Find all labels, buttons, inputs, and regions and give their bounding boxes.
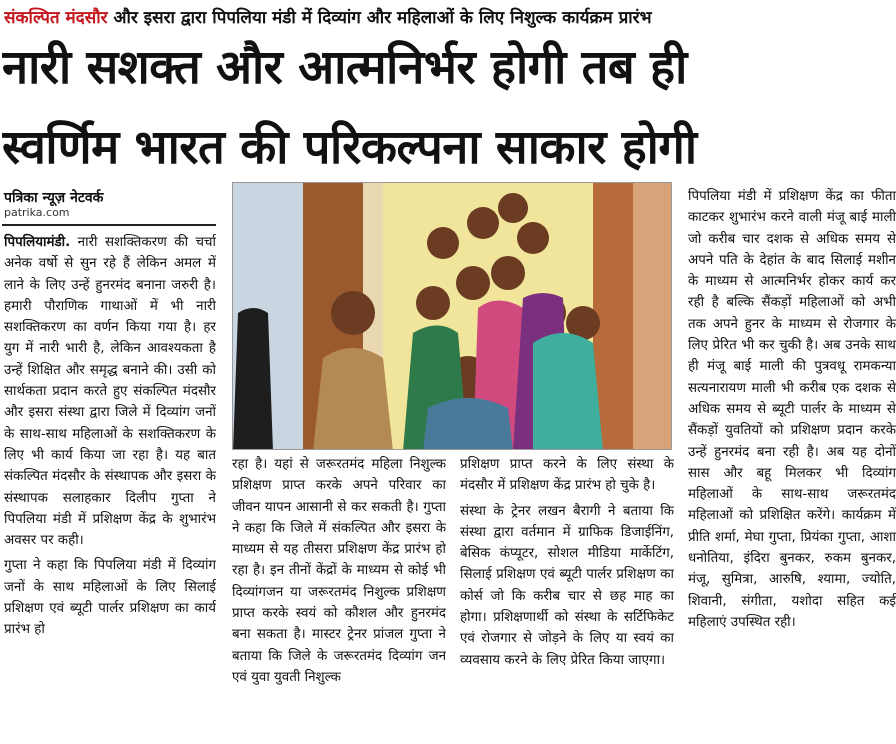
column3-paragraph-1: प्रशिक्षण प्राप्त करने के लिए संस्था के मंदसौर में प्रशिक्षण केंद्र प्रारंभ हो चुके है।	[460, 457, 674, 494]
byline: पत्रिका न्यूज़ नेटवर्क	[4, 190, 104, 206]
article-column-1	[4, 232, 216, 744]
article-column-3	[460, 454, 674, 744]
column4-paragraph-1: पिपलिया मंडी में प्रशिक्षण केंद्र का फीता काटकर शुभारंभ करने वाली मंजू बाई माली जो करीब चार दशक से अधिक समय से अपने पति के देहांत के बाद सिलाई मशीन के माध्यम से आत्मनिर्भर होकर कार्य कर रही है बल्कि सैंकड़ों महिलाओं को अभी तक अपने हुनर के माध्यम से रोजगार के लिए प्रेरित भी कर चुकी है। अब उनके साथ ही मंजू बाई माली की पुत्रवधू रामकन्या सत्यनारायण माली भी करीब एक दशक से अधिक समय से ब्यूटी पार्लर के माध्यम से सैंकड़ों युवतियों को प्रशिक्षण प्रदान करके उन्हें हुनरमंद बना रही है। अब यह दोनों सास और बहू मिलकर भी दिव्यांग महिलाओं के साथ-साथ जरूरतमंद महिलाओं को प्रशिक्षित करेंगे। कार्यक्रम में प्रीति शर्मा, मेघा गुप्ता, प्रियंका गुप्ता, आशा धनोतिया, इंदिरा बुनकर, रुकम बुनकर, मंजू, सुमित्रा, आरुषि, श्यामा, ज्योति, शिवानी, संगीता, यशोदा सहित कई महिलाएं उपस्थित रही।	[688, 189, 896, 630]
headline-line-1: नारी सशक्त और आत्मनिर्भर होगी तब ही	[2, 40, 687, 95]
news-photo	[232, 182, 672, 450]
column3-paragraph-2: संस्था के ट्रेनर लखन बैरागी ने बताया कि संस्था द्वारा वर्तमान में ग्राफिक डिजाईनिंग, बेसिक कंप्यूटर, सोशल मीडिया मार्केटिंग, सिलाई प्रशिक्षण एवं ब्यूटी पार्लर प्रशिक्षण का कोर्स जो कि करीब चार से छह माह का होगा। प्रशिक्षणार्थी को संस्था के सर्टिफिकेट एवं रोजगार से जोड़ने के लिए या स्वयं का व्यवसाय करने के लिए प्रेरित किया जाएगा।	[460, 503, 674, 668]
column1-paragraph-1	[4, 232, 216, 551]
byline-rule	[2, 224, 216, 226]
site-name: patrika.com	[4, 206, 70, 219]
kicker-line	[4, 4, 892, 32]
dateline: पिपलियामंडी.	[4, 235, 71, 250]
article-column-2	[232, 454, 446, 744]
column2-paragraph-1: रहा है। यहां से जरूरतमंद महिला निशुल्क प्रशिक्षण प्राप्त करके अपने परिवार का जीवन यापन आसानी से कर सकती है। गुप्ता ने कहा कि जिले में संकल्पित और इसरा के माध्यम से यह तीसरा प्रशिक्षण केंद्र प्रारंभ हो रहा है। इन तीनों केंद्रों के माध्यम से कोई भी दिव्यांगजन या जरूरतमंद निशुल्क प्रशिक्षण प्राप्त करके स्वयं को कौशल और हुनरमंद बना सकता है। मास्टर ट्रेनर प्रांजल गुप्ता ने बताया कि जिले के जरूरतमंद दिव्यांग जन एवं युवा युवती निशुल्क	[232, 457, 446, 685]
article-column-4	[688, 186, 896, 744]
group-photo-image	[233, 183, 672, 450]
column1-text-1: नारी सशक्तिकरण की चर्चा अनेक वर्षो से सुन रहे हैं लेकिन अमल में लाने के लिए उन्हें हुनरमंद बनाना जरुरी है। हमारी पौराणिक गाथाओं में भी नारी सशक्तिकरण का वर्णन किया गया है। हर युग में नारी भारी है, लेकिन आवश्यकता है उन्हें शिक्षित और समृद्ध बनाने की। उसी को सार्थकता प्रदान करते हुए संकल्पित मंदसौर और इसरा संस्था द्वारा जिले में दिव्यांग जनों के साथ-साथ महिलाओं के सशक्तिकरण के लिए भी कार्य किया जा रहा है। यह बात संकल्पित मंदसौर के संस्थापक और इसरा के संस्थापक सलाहकार दिलीप गुप्ता ने पिपलिया मंडी में प्रशिक्षण केंद्र के शुभारंभ अवसर पर कही।	[4, 235, 216, 549]
column1-paragraph-2: गुप्ता ने कहा कि पिपलिया मंडी में दिव्यांग जनों के साथ महिलाओं के लिए सिलाई प्रशिक्षण एवं ब्यूटी पार्लर प्रशिक्षण का कार्य प्रारंभ हो	[4, 558, 216, 638]
kicker-text: और इसरा द्वारा पिपलिया मंडी में दिव्यांग और महिलाओं के लिए निशुल्क कार्यक्रम प्रारंभ	[107, 8, 652, 28]
kicker-highlight: संकल्पित मंदसौर	[4, 8, 108, 28]
headline-line-2: स्वर्णिम भारत की परिकल्पना साकार होगी	[2, 120, 697, 175]
